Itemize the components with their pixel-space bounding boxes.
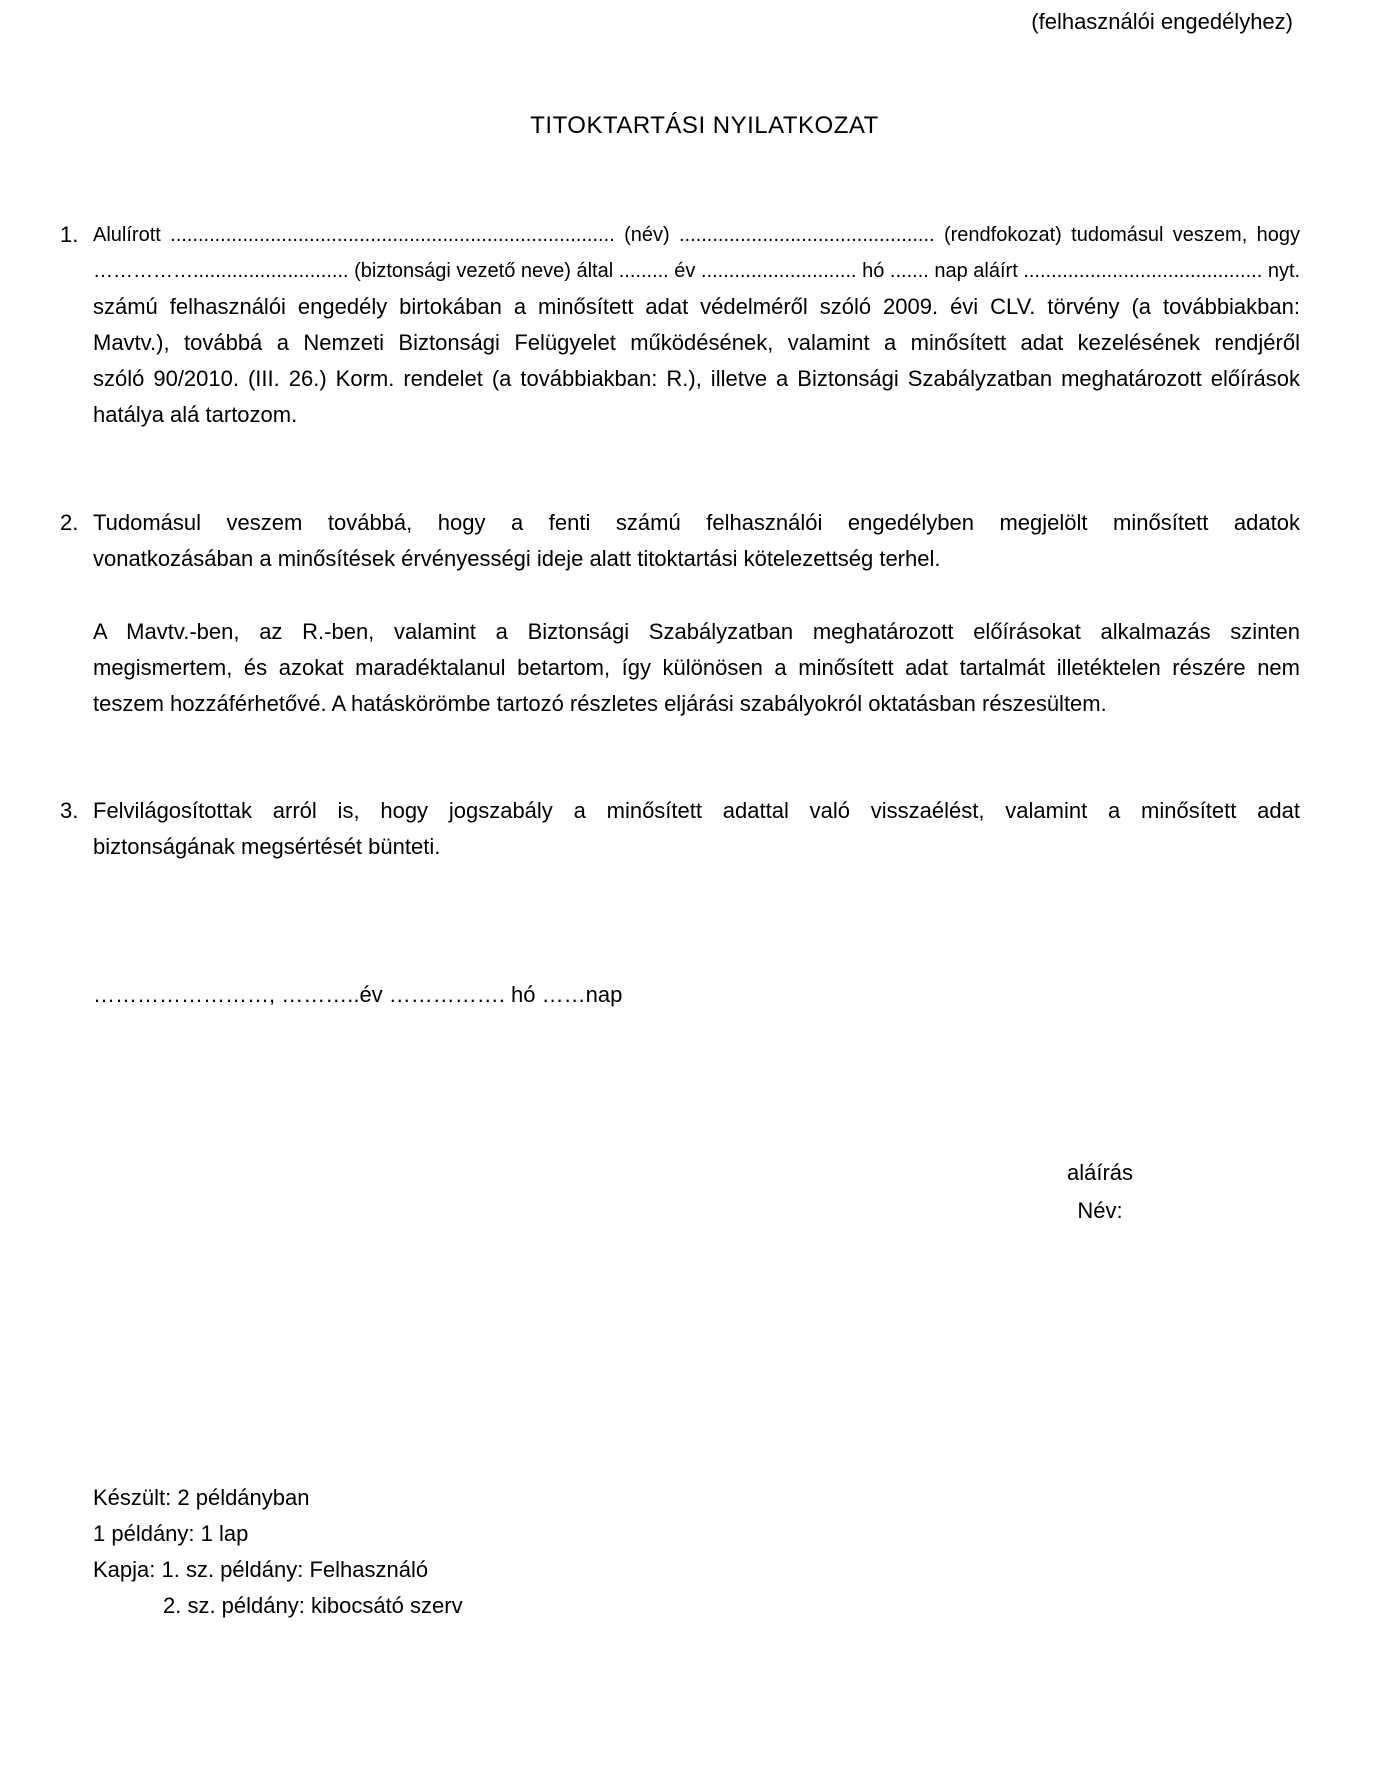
section-3-line-1: Felvilágosítottak arról is, hogy jogszabály a minősített adattal való visszaélést, valamint a minősített adat [93,798,1300,823]
section-2-text [93,505,1300,577]
section-2-number: 2. [60,510,79,535]
section-3-text [93,793,1300,865]
footer-copies: Készült: 2 példányban [93,1485,310,1510]
section-1-line-4: Mavtv.), továbbá a Nemzeti Biztonsági Felügyelet működésének, valamint a minősített adat kezelésének rendjéről [93,330,1300,355]
section-2-paragraph-line-3: teszem hozzáférhetővé. A hatáskörömbe tartozó részletes eljárási szabályokról oktatásban részesültem. [93,691,1107,716]
section-2-line-1: Tudomásul veszem továbbá, hogy a fenti számú felhasználói engedélyben megjelölt minősített adatok [93,510,1300,535]
section-2-line-2: vonatkozásában a minősítések érvényességi ideje alatt titoktartási kötelezettség terhel. [93,546,941,571]
section-1-line-6: hatálya alá tartozom. [93,402,298,427]
section-3-number: 3. [60,798,79,823]
section-2-paragraph [93,614,1300,722]
section-1-number: 1. [60,222,79,247]
signature-label: aláírás [1066,1160,1134,1185]
footer-recipient-2: 2. sz. példány: kibocsátó szerv [163,1593,463,1618]
section-1-line-5: szóló 90/2010. (III. 26.) Korm. rendelet (a továbbiakban: R.), illetve a Biztonsági Szabályzatban meghatározott előírások [93,366,1300,391]
section-1-line-3: számú felhasználói engedély birtokában a minősített adat védelméről szóló 2009. évi CLV. törvény (a továbbiakban: [93,294,1300,319]
footer-pages: 1 példány: 1 lap [93,1521,249,1546]
date-line: ……………………, ………..év ……………. hó ……nap [93,982,623,1007]
footer-distribution [93,1480,463,1624]
section-3-line-2: biztonságának megsértését bünteti. [93,834,441,859]
signature-name-label: Név: [1077,1198,1123,1223]
section-2-paragraph-line-2: megismertem, és azokat maradéktalanul betartom, így különösen a minősített adat tartalmát illetéktelen részére nem [93,655,1300,680]
section-1-line-1: Alulírott ................................................................................ (név) .............................................. (rendfokozat) tudomásul veszem, hogy [93,224,1300,246]
header-note: (felhasználói engedélyhez) [1031,9,1293,34]
section-1-text [93,217,1300,433]
section-2-paragraph-line-1: A Mavtv.-ben, az R.-ben, valamint a Biztonsági Szabályzatban meghatározott előírásokat alkalmazás szinten [93,619,1300,644]
footer-recipient-1: Kapja: 1. sz. példány: Felhasználó [93,1557,429,1582]
signature-block [1000,1154,1200,1230]
document-title: TITOKTARTÁSI NYILATKOZAT [530,112,879,139]
section-1-line-2: ……………............................ (biztonsági vezető neve) által ......... év ............................ hó ....... nap aláírt ........................................... nyt. [93,260,1301,282]
